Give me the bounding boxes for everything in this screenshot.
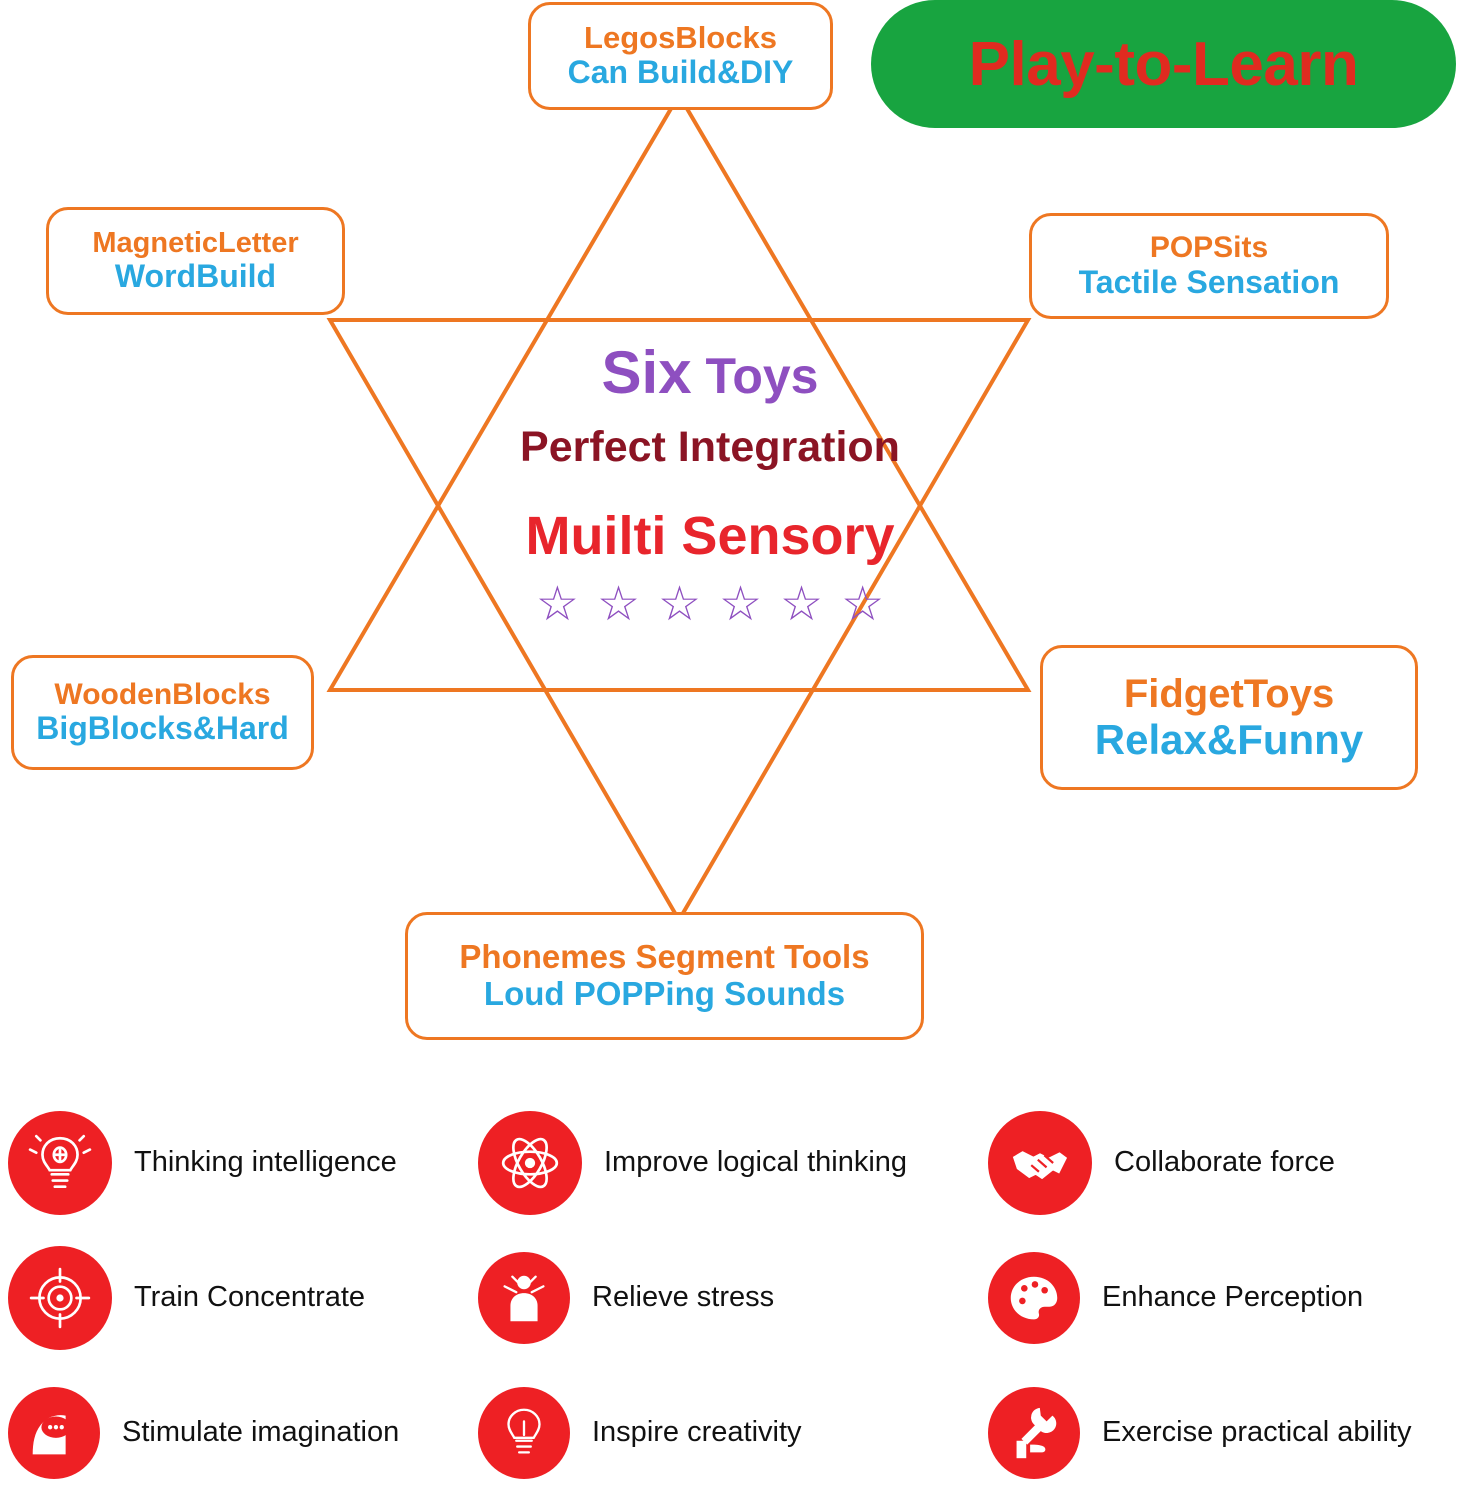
benefit-label: Improve logical thinking xyxy=(604,1146,908,1179)
benefit-label: Enhance Perception xyxy=(1102,1281,1364,1314)
benefit-item xyxy=(0,1230,470,1365)
star-icon: ☆ xyxy=(780,577,824,631)
benefit-item xyxy=(0,1095,470,1230)
benefit-item xyxy=(980,1365,1468,1500)
node-magneticletter xyxy=(46,207,345,315)
node-subtitle: Relax&Funny xyxy=(1094,716,1364,764)
node-title: POPSits xyxy=(1149,231,1269,265)
center-headline-rest: Toys xyxy=(705,348,819,404)
star-rating xyxy=(330,577,1090,631)
node-subtitle: WordBuild xyxy=(114,258,277,295)
star-icon: ☆ xyxy=(719,577,763,631)
play-to-learn-badge xyxy=(871,0,1456,128)
benefit-label: Relieve stress xyxy=(592,1281,775,1314)
node-legosblocks xyxy=(528,2,833,110)
node-subtitle: Tactile Sensation xyxy=(1078,263,1340,300)
node-title: WoodenBlocks xyxy=(54,677,271,711)
benefit-label: Inspire creativity xyxy=(592,1416,802,1449)
node-woodenblocks xyxy=(11,655,314,770)
person-relief-icon xyxy=(478,1252,570,1344)
node-title: MagneticLetter xyxy=(92,226,299,259)
lightbulb-brain-icon xyxy=(8,1111,112,1215)
benefit-label: Collaborate force xyxy=(1114,1146,1335,1179)
star-icon: ☆ xyxy=(535,577,579,631)
bulb-person-icon xyxy=(478,1387,570,1479)
center-headline xyxy=(330,340,1090,406)
target-icon xyxy=(8,1246,112,1350)
node-subtitle: Can Build&DIY xyxy=(567,54,794,91)
center-tagline: Muilti Sensory xyxy=(525,506,895,567)
benefit-item xyxy=(470,1365,980,1500)
handshake-icon xyxy=(988,1111,1092,1215)
center-subheadline: Perfect Integration xyxy=(520,423,900,471)
badge-label: Play-to-Learn xyxy=(968,29,1359,99)
benefit-item xyxy=(470,1230,980,1365)
node-subtitle: BigBlocks&Hard xyxy=(36,710,289,747)
palette-icon xyxy=(988,1252,1080,1344)
node-subtitle: Loud POPPing Sounds xyxy=(483,975,846,1012)
benefit-item xyxy=(0,1365,470,1500)
node-title: FidgetToys xyxy=(1123,671,1335,716)
benefit-label: Train Concentrate xyxy=(134,1281,366,1314)
benefits-grid xyxy=(0,1095,1468,1500)
benefit-label: Exercise practical ability xyxy=(1102,1416,1412,1449)
benefit-item xyxy=(980,1095,1468,1230)
node-title: Phonemes Segment Tools xyxy=(459,938,870,976)
node-fidgettoys xyxy=(1040,645,1418,790)
node-title: LegosBlocks xyxy=(584,19,777,55)
benefit-label: Stimulate imagination xyxy=(122,1416,400,1449)
center-text-block xyxy=(330,340,1090,629)
benefit-item xyxy=(980,1230,1468,1365)
benefit-label: Thinking intelligence xyxy=(134,1146,397,1179)
star-icon: ☆ xyxy=(841,577,885,631)
hand-wrench-icon xyxy=(988,1387,1080,1479)
benefit-item xyxy=(470,1095,980,1230)
star-icon: ☆ xyxy=(596,577,640,631)
head-speech-icon xyxy=(8,1387,100,1479)
atom-icon xyxy=(478,1111,582,1215)
node-popsits xyxy=(1029,213,1389,319)
center-headline-big: Six xyxy=(601,339,692,406)
node-phonemes-segment-tools xyxy=(405,912,924,1040)
star-icon: ☆ xyxy=(657,577,701,631)
